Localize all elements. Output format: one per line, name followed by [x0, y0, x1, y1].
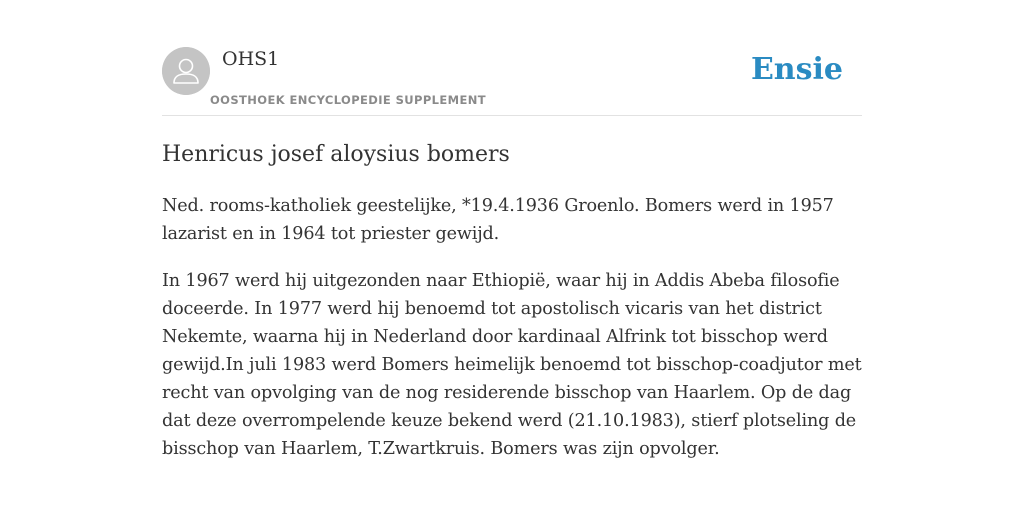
article-title: Henricus josef aloysius bomers: [162, 142, 510, 167]
ensie-logo[interactable]: Ensie: [750, 52, 843, 87]
article-paragraph-1: Ned. rooms-katholiek geestelijke, *19.4.1936 Groenlo. Bomers werd in 1957 lazarist en in 1964 tot priester gewijd.: [162, 196, 834, 244]
author-name[interactable]: OHS1: [222, 48, 280, 70]
article-paragraph-2: In 1967 werd hij uitgezonden naar Ethiopië, waar hij in Addis Abeba filosofie doceerde. In 1977 werd hij benoemd tot apostolisch vicaris van het district Nekemte, waarna hij in Nederland door kardinaal Alfrink tot bisschop werd gewijd.In juli 1983 werd Bomers heimelijk benoemd tot bisschop-coadjutor met recht van opvolging van de nog residerende bisschop van Haarlem. Op de dag dat deze overrompelende keuze bekend werd (21.10.1983), stierf plotseling de bisschop van Haarlem, T.Zwartkruis. Bomers was zijn opvolger.: [162, 271, 862, 459]
user-avatar-icon[interactable]: [162, 47, 210, 95]
article-header: [162, 0, 862, 116]
article-card: [162, 0, 862, 512]
source-label[interactable]: OOSTHOEK ENCYCLOPEDIE SUPPLEMENT: [210, 93, 487, 107]
